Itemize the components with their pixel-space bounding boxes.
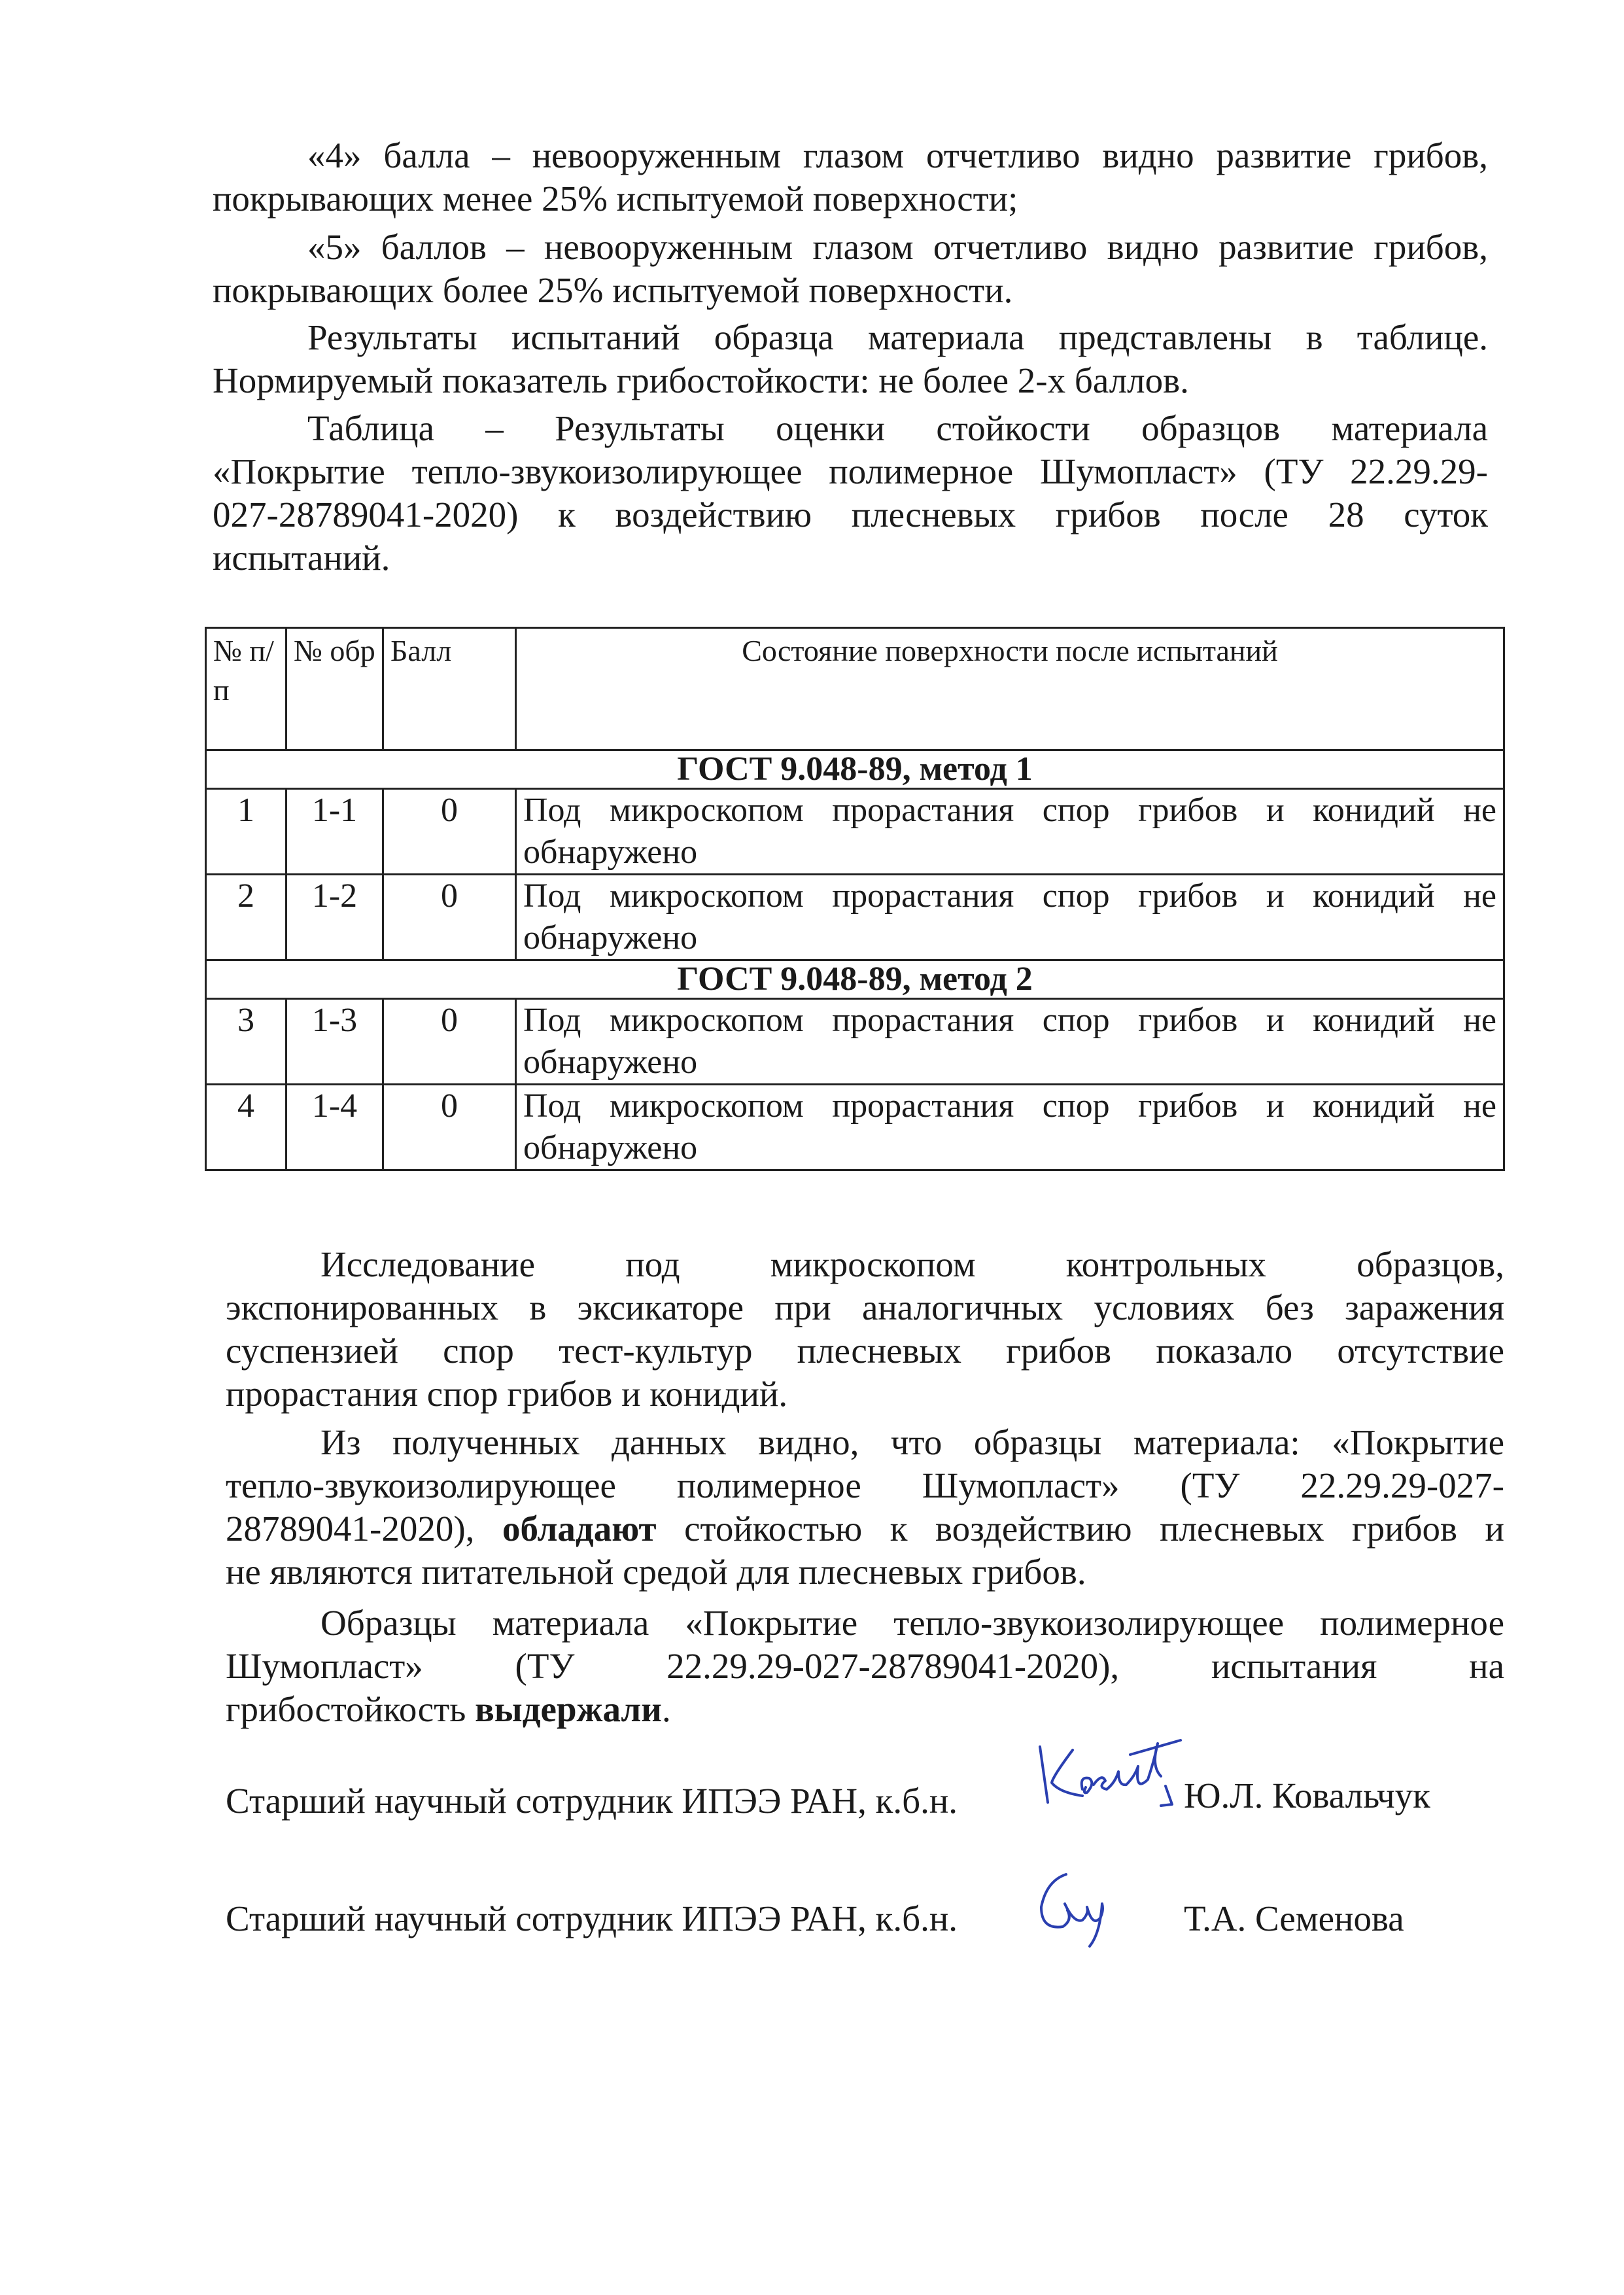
cell-score: 0 (383, 1085, 516, 1170)
emphasis-text: выдержали (475, 1689, 662, 1729)
cell-state: Под микроскопом прорастания спор грибов и конидий не обнаружено (516, 875, 1504, 960)
text-line: 027-28789041-2020) к воздействию плесневых грибов после 28 суток (213, 495, 1488, 534)
table-row (206, 789, 1504, 875)
section-title: ГОСТ 9.048-89, метод 2 (206, 960, 1504, 999)
cell-sample: 1-1 (286, 789, 383, 875)
text-line: Результаты испытаний образца материала представлены в таблице. (307, 317, 1488, 357)
cell-num: 4 (206, 1085, 286, 1170)
text-line: тепло-звукоизолирующее полимерное Шумопласт» (ТУ 22.29.29-027- (226, 1465, 1504, 1505)
cell-num: 3 (206, 999, 286, 1085)
paragraph-control-samples (226, 1243, 1504, 1416)
paragraph-conclusion (226, 1421, 1504, 1594)
signature-semenova-icon (1027, 1858, 1118, 1956)
text-line: Таблица – Результаты оценки стойкости образцов материала (307, 408, 1488, 448)
results-table (205, 627, 1505, 1171)
text-line: суспензией спор тест-культур плесневых грибов показало отсутствие (226, 1331, 1504, 1371)
cell-num: 2 (206, 875, 286, 960)
cell-score: 0 (383, 999, 516, 1085)
text-line (226, 1688, 1504, 1731)
signer-name: Ю.Л. Ковальчук (1184, 1776, 1430, 1815)
handwritten-signature (1020, 1721, 1190, 1829)
text-fragment: стойкостью к воздействию плесневых грибов и (656, 1509, 1504, 1549)
cell-sample: 1-2 (286, 875, 383, 960)
section-title: ГОСТ 9.048-89, метод 1 (206, 750, 1504, 789)
cell-state: Под микроскопом прорастания спор грибов и конидий не обнаружено (516, 999, 1504, 1085)
table-header-row (206, 628, 1504, 750)
text-line: покрывающих менее 25% испытуемой поверхности; (213, 179, 1018, 219)
signer-position: Старший научный сотрудник ИПЭЭ РАН, к.б.н. (226, 1899, 958, 1938)
text-line: Из полученных данных видно, что образцы материала: «Покрытие (320, 1422, 1504, 1462)
section-row (206, 960, 1504, 999)
text-fragment: . (661, 1689, 671, 1729)
handwritten-signature (1027, 1858, 1118, 1959)
cell-num: 1 (206, 789, 286, 875)
emphasis-text: обладают (502, 1509, 657, 1549)
text-line: Исследование под микроскопом контрольных образцов, (320, 1244, 1504, 1284)
text-line: «5» баллов – невооруженным глазом отчетливо видно развитие грибов, (307, 227, 1488, 267)
paragraph-verdict (226, 1602, 1504, 1731)
text-line: покрывающих более 25% испытуемой поверхности. (213, 270, 1013, 310)
cell-score: 0 (383, 789, 516, 875)
text-line: экспонированных в эксикаторе при аналогичных условиях без заражения (226, 1288, 1504, 1327)
table-row (206, 1085, 1504, 1170)
paragraph-results-intro (213, 316, 1488, 402)
header-score: Балл (383, 628, 516, 750)
header-sample: № обр (286, 628, 383, 750)
table-row (206, 999, 1504, 1085)
paragraph-score-5 (213, 226, 1488, 312)
table-row (206, 875, 1504, 960)
cell-sample: 1-3 (286, 999, 383, 1085)
cell-state: Под микроскопом прорастания спор грибов и конидий не обнаружено (516, 1085, 1504, 1170)
text-line: Образцы материала «Покрытие тепло-звукоизолирующее полимерное (320, 1603, 1504, 1643)
header-num: № п/ п (206, 628, 286, 750)
paragraph-score-4 (213, 134, 1488, 220)
section-row (206, 750, 1504, 789)
text-line: испытаний. (213, 538, 390, 578)
text-fragment: грибостойкость (226, 1689, 475, 1729)
text-fragment: 28789041-2020), (226, 1509, 502, 1549)
signature-kovalchuk-icon (1020, 1721, 1190, 1825)
cell-sample: 1-4 (286, 1085, 383, 1170)
text-line (226, 1507, 1504, 1550)
text-line: прорастания спор грибов и конидий. (226, 1374, 788, 1414)
header-state: Состояние поверхности после испытаний (516, 628, 1504, 750)
text-line: «4» балла – невооруженным глазом отчетливо видно развитие грибов, (307, 135, 1488, 175)
text-line: не являются питательной средой для плесневых грибов. (226, 1552, 1086, 1592)
signer-name: Т.А. Семенова (1184, 1899, 1404, 1938)
table-caption (213, 407, 1488, 580)
signer-position: Старший научный сотрудник ИПЭЭ РАН, к.б.н. (226, 1781, 958, 1821)
text-line: «Покрытие тепло-звукоизолирующее полимерное Шумопласт» (ТУ 22.29.29- (213, 451, 1488, 491)
text-line: Нормируемый показатель грибостойкости: не более 2-х баллов. (213, 360, 1189, 400)
cell-state: Под микроскопом прорастания спор грибов и конидий не обнаружено (516, 789, 1504, 875)
cell-score: 0 (383, 875, 516, 960)
text-line: Шумопласт» (ТУ 22.29.29-027-28789041-2020), испытания на (226, 1646, 1504, 1686)
